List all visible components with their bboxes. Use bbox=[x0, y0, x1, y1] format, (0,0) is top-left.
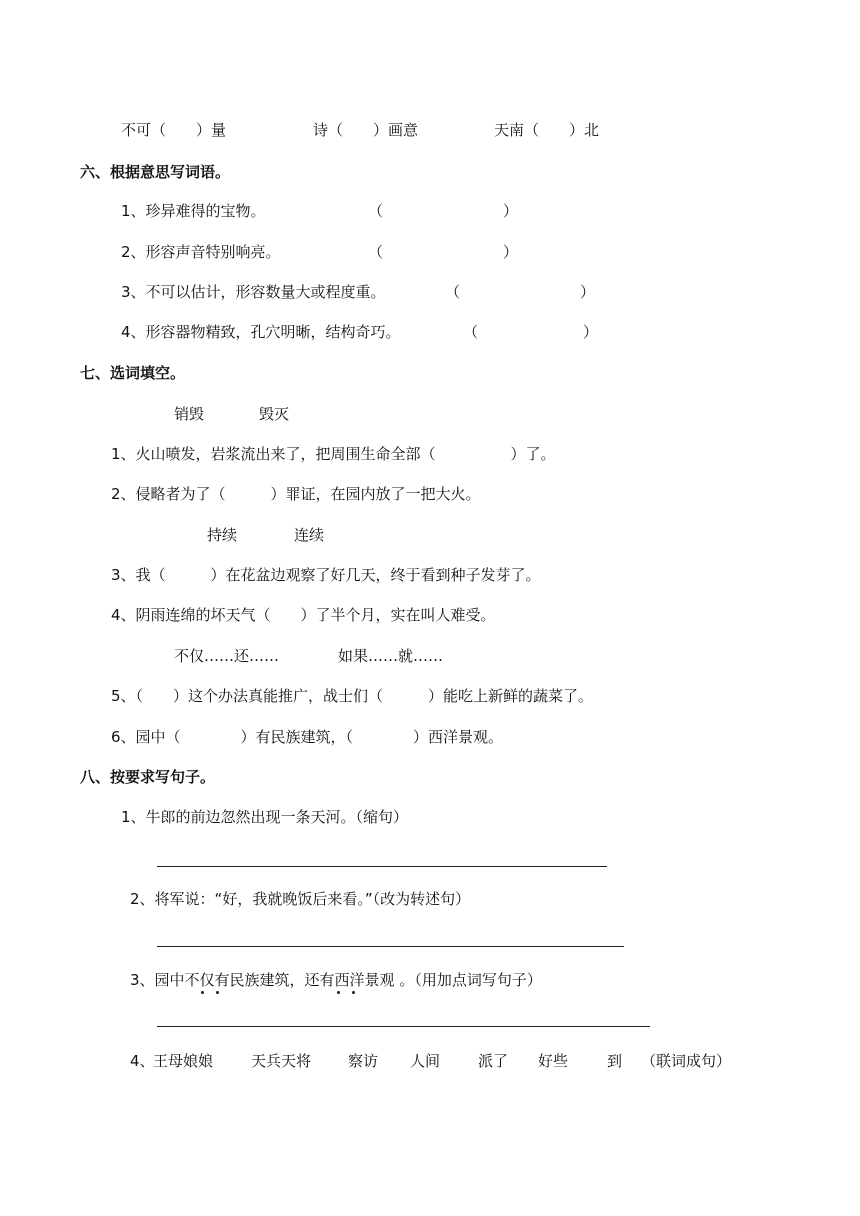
jumbled-word-4: 人间 bbox=[410, 1052, 441, 1070]
jumbled-word-5: 派了 bbox=[478, 1052, 509, 1070]
jumbled-word-3: 察访 bbox=[348, 1052, 379, 1070]
sec6-item-4-text: 4、形容器物精致，孔穴明晰，结构奇巧。 bbox=[121, 323, 401, 341]
sec7-question-1: 1、火山喷发，岩浆流出来了，把周围生命全部（ ）了。 bbox=[111, 445, 556, 463]
sec7-question-4: 4、阴雨连绵的坏天气（ ）了半个月，实在叫人难受。 bbox=[111, 606, 496, 624]
sec6-item-1-blank[interactable]: （ ） bbox=[368, 202, 519, 220]
emphasis-dot bbox=[337, 991, 340, 994]
jumbled-word-7: 到 bbox=[607, 1052, 623, 1070]
emphasis-dot bbox=[216, 991, 219, 994]
idiom-item-2: 诗（ ）画意 bbox=[313, 121, 419, 139]
word-choice-3b: 如果……就…… bbox=[338, 647, 444, 665]
emphasis-dot bbox=[352, 991, 355, 994]
sec6-item-2-blank[interactable]: （ ） bbox=[368, 243, 519, 261]
jumbled-word-6: 好些 bbox=[538, 1052, 569, 1070]
section-6-title: 六、根据意思写词语。 bbox=[80, 163, 231, 181]
sec6-item-1-text: 1、珍异难得的宝物。 bbox=[121, 202, 266, 220]
sec8-question-3: 3、园中不仅有民族建筑，还有西洋景观 。（用加点词写句子） bbox=[130, 971, 542, 989]
sec8-question-4-hint: （联词成句） bbox=[641, 1052, 732, 1070]
sec7-question-6: 6、园中（ ）有民族建筑，（ ）西洋景观。 bbox=[111, 728, 504, 746]
word-choice-1b: 毁灭 bbox=[259, 405, 290, 423]
sec6-item-3-text: 3、不可以估计，形容数量大或程度重。 bbox=[121, 283, 386, 301]
sec6-item-3-blank[interactable]: （ ） bbox=[445, 283, 596, 301]
word-choice-3a: 不仅……还…… bbox=[174, 647, 280, 665]
sec8-question-2: 2、将军说：“好，我就晚饭后来看。”（改为转述句） bbox=[130, 890, 471, 908]
sec7-question-5: 5、（ ）这个办法真能推广，战士们（ ）能吃上新鲜的蔬菜了。 bbox=[111, 687, 594, 705]
jumbled-word-1: 王母娘娘 bbox=[153, 1052, 214, 1070]
idiom-item-1: 不可（ ）量 bbox=[121, 121, 227, 139]
sec6-item-2-text: 2、形容声音特别响亮。 bbox=[121, 243, 281, 261]
word-choice-2a: 持续 bbox=[207, 526, 238, 544]
sec8-question-1: 1、牛郎的前边忽然出现一条天河。（缩句） bbox=[121, 808, 409, 826]
word-choice-1a: 销毁 bbox=[174, 405, 205, 423]
sec8-question-4-number: 4、 bbox=[130, 1052, 155, 1070]
sec7-question-2: 2、侵略者为了（ ）罪证，在园内放了一把大火。 bbox=[111, 485, 481, 503]
jumbled-word-2: 天兵天将 bbox=[251, 1052, 312, 1070]
answer-line-2[interactable] bbox=[157, 946, 624, 947]
section-7-title: 七、选词填空。 bbox=[80, 364, 186, 382]
section-8-title: 八、按要求写句子。 bbox=[80, 768, 216, 786]
sec7-question-3: 3、我（ ）在花盆边观察了好几天，终于看到种子发芽了。 bbox=[111, 566, 541, 584]
sec6-item-4-blank[interactable]: （ ） bbox=[463, 323, 599, 341]
idiom-item-3: 天南（ ）北 bbox=[494, 121, 600, 139]
emphasis-dot bbox=[201, 991, 204, 994]
answer-line-1[interactable] bbox=[157, 866, 607, 867]
answer-line-3[interactable] bbox=[157, 1026, 650, 1027]
word-choice-2b: 连续 bbox=[294, 526, 325, 544]
